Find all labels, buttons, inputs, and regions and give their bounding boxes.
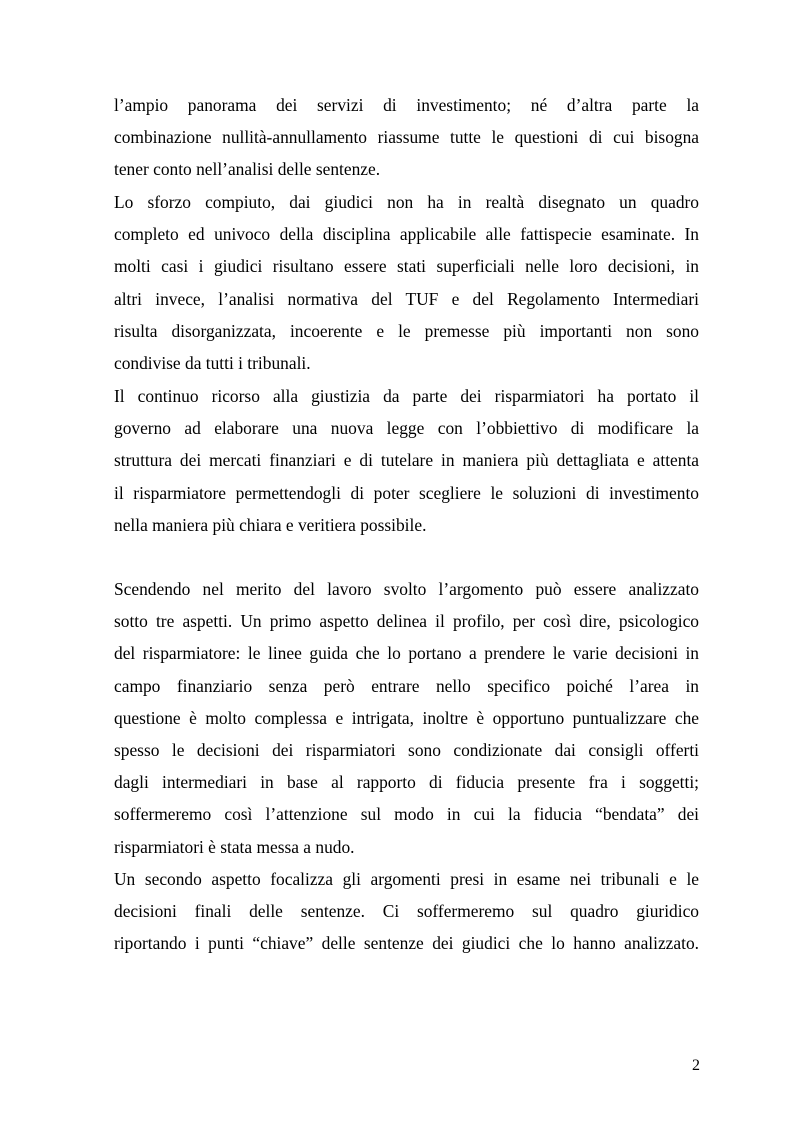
paragraph-line: combinazione nullità-annullamento riassume tutte le questioni di cui bisogna <box>114 127 699 148</box>
paragraph-line: governo ad elaborare una nuova legge con l’obbiettivo di modificare la <box>114 418 699 439</box>
paragraph-line: soffermeremo così l’attenzione sul modo in cui la fiducia “bendata” dei <box>114 804 699 825</box>
paragraph-3 <box>114 380 699 541</box>
paragraph-line: struttura dei mercati finanziari e di tutelare in maniera più dettagliata e attenta <box>114 450 699 471</box>
paragraph-line: spesso le decisioni dei risparmiatori sono condizionate dai consigli offerti <box>114 739 699 760</box>
paragraph-line: decisioni finali delle sentenze. Ci soffermeremo sul quadro giuridico <box>114 901 699 922</box>
paragraph-5 <box>114 863 699 960</box>
paragraph-line: Lo sforzo compiuto, dai giudici non ha in realtà disegnato un quadro <box>114 192 699 212</box>
paragraph-line: questione è molto complessa e intrigata, inoltre è opportuno puntualizzare che <box>114 707 699 728</box>
paragraph-line: altri invece, l’analisi normativa del TUF e del Regolamento Intermediari <box>114 288 699 309</box>
paragraph-line: Un secondo aspetto focalizza gli argomenti presi in esame nei tribunali e le <box>114 869 699 889</box>
paragraph-line: tener conto nell’analisi delle sentenze. <box>114 159 381 180</box>
paragraph-4 <box>114 573 699 863</box>
paragraph-line: sotto tre aspetti. Un primo aspetto delinea il profilo, per così dire, psicologico <box>114 611 699 632</box>
paragraph-line: il risparmiatore permettendogli di poter scegliere le soluzioni di investimento <box>114 482 699 503</box>
paragraph-line: nella maniera più chiara e veritiera possibile. <box>114 514 427 535</box>
paragraph-line: dagli intermediari in base al rapporto di fiducia presente fra i soggetti; <box>114 772 699 793</box>
paragraph-line: molti casi i giudici risultano essere stati superficiali nelle loro decisioni, in <box>114 256 699 277</box>
paragraph-line: condivise da tutti i tribunali. <box>114 352 311 373</box>
paragraph-2 <box>114 186 699 379</box>
page-number: 2 <box>692 1057 700 1074</box>
paragraph-line: riportando i punti “chiave” delle sentenze dei giudici che lo hanno analizzato. <box>114 933 699 954</box>
paragraph-line: completo ed univoco della disciplina applicabile alle fattispecie esaminate. In <box>114 224 699 245</box>
paragraph-line: Scendendo nel merito del lavoro svolto l’argomento può essere analizzato <box>114 579 699 599</box>
paragraph-1 <box>114 89 699 186</box>
paragraph-line: campo finanziario senza però entrare nello specifico poiché l’area in <box>114 675 699 696</box>
paragraph-line: risparmiatori è stata messa a nudo. <box>114 836 355 857</box>
paragraph-line: del risparmiatore: le linee guida che lo portano a prendere le varie decisioni in <box>114 643 699 664</box>
paragraph-line: risulta disorganizzata, incoerente e le premesse più importanti non sono <box>114 320 699 341</box>
paragraph-line: l’ampio panorama dei servizi di investimento; né d’altra parte la <box>114 95 699 115</box>
paragraph-line: Il continuo ricorso alla giustizia da parte dei risparmiatori ha portato il <box>114 386 699 406</box>
